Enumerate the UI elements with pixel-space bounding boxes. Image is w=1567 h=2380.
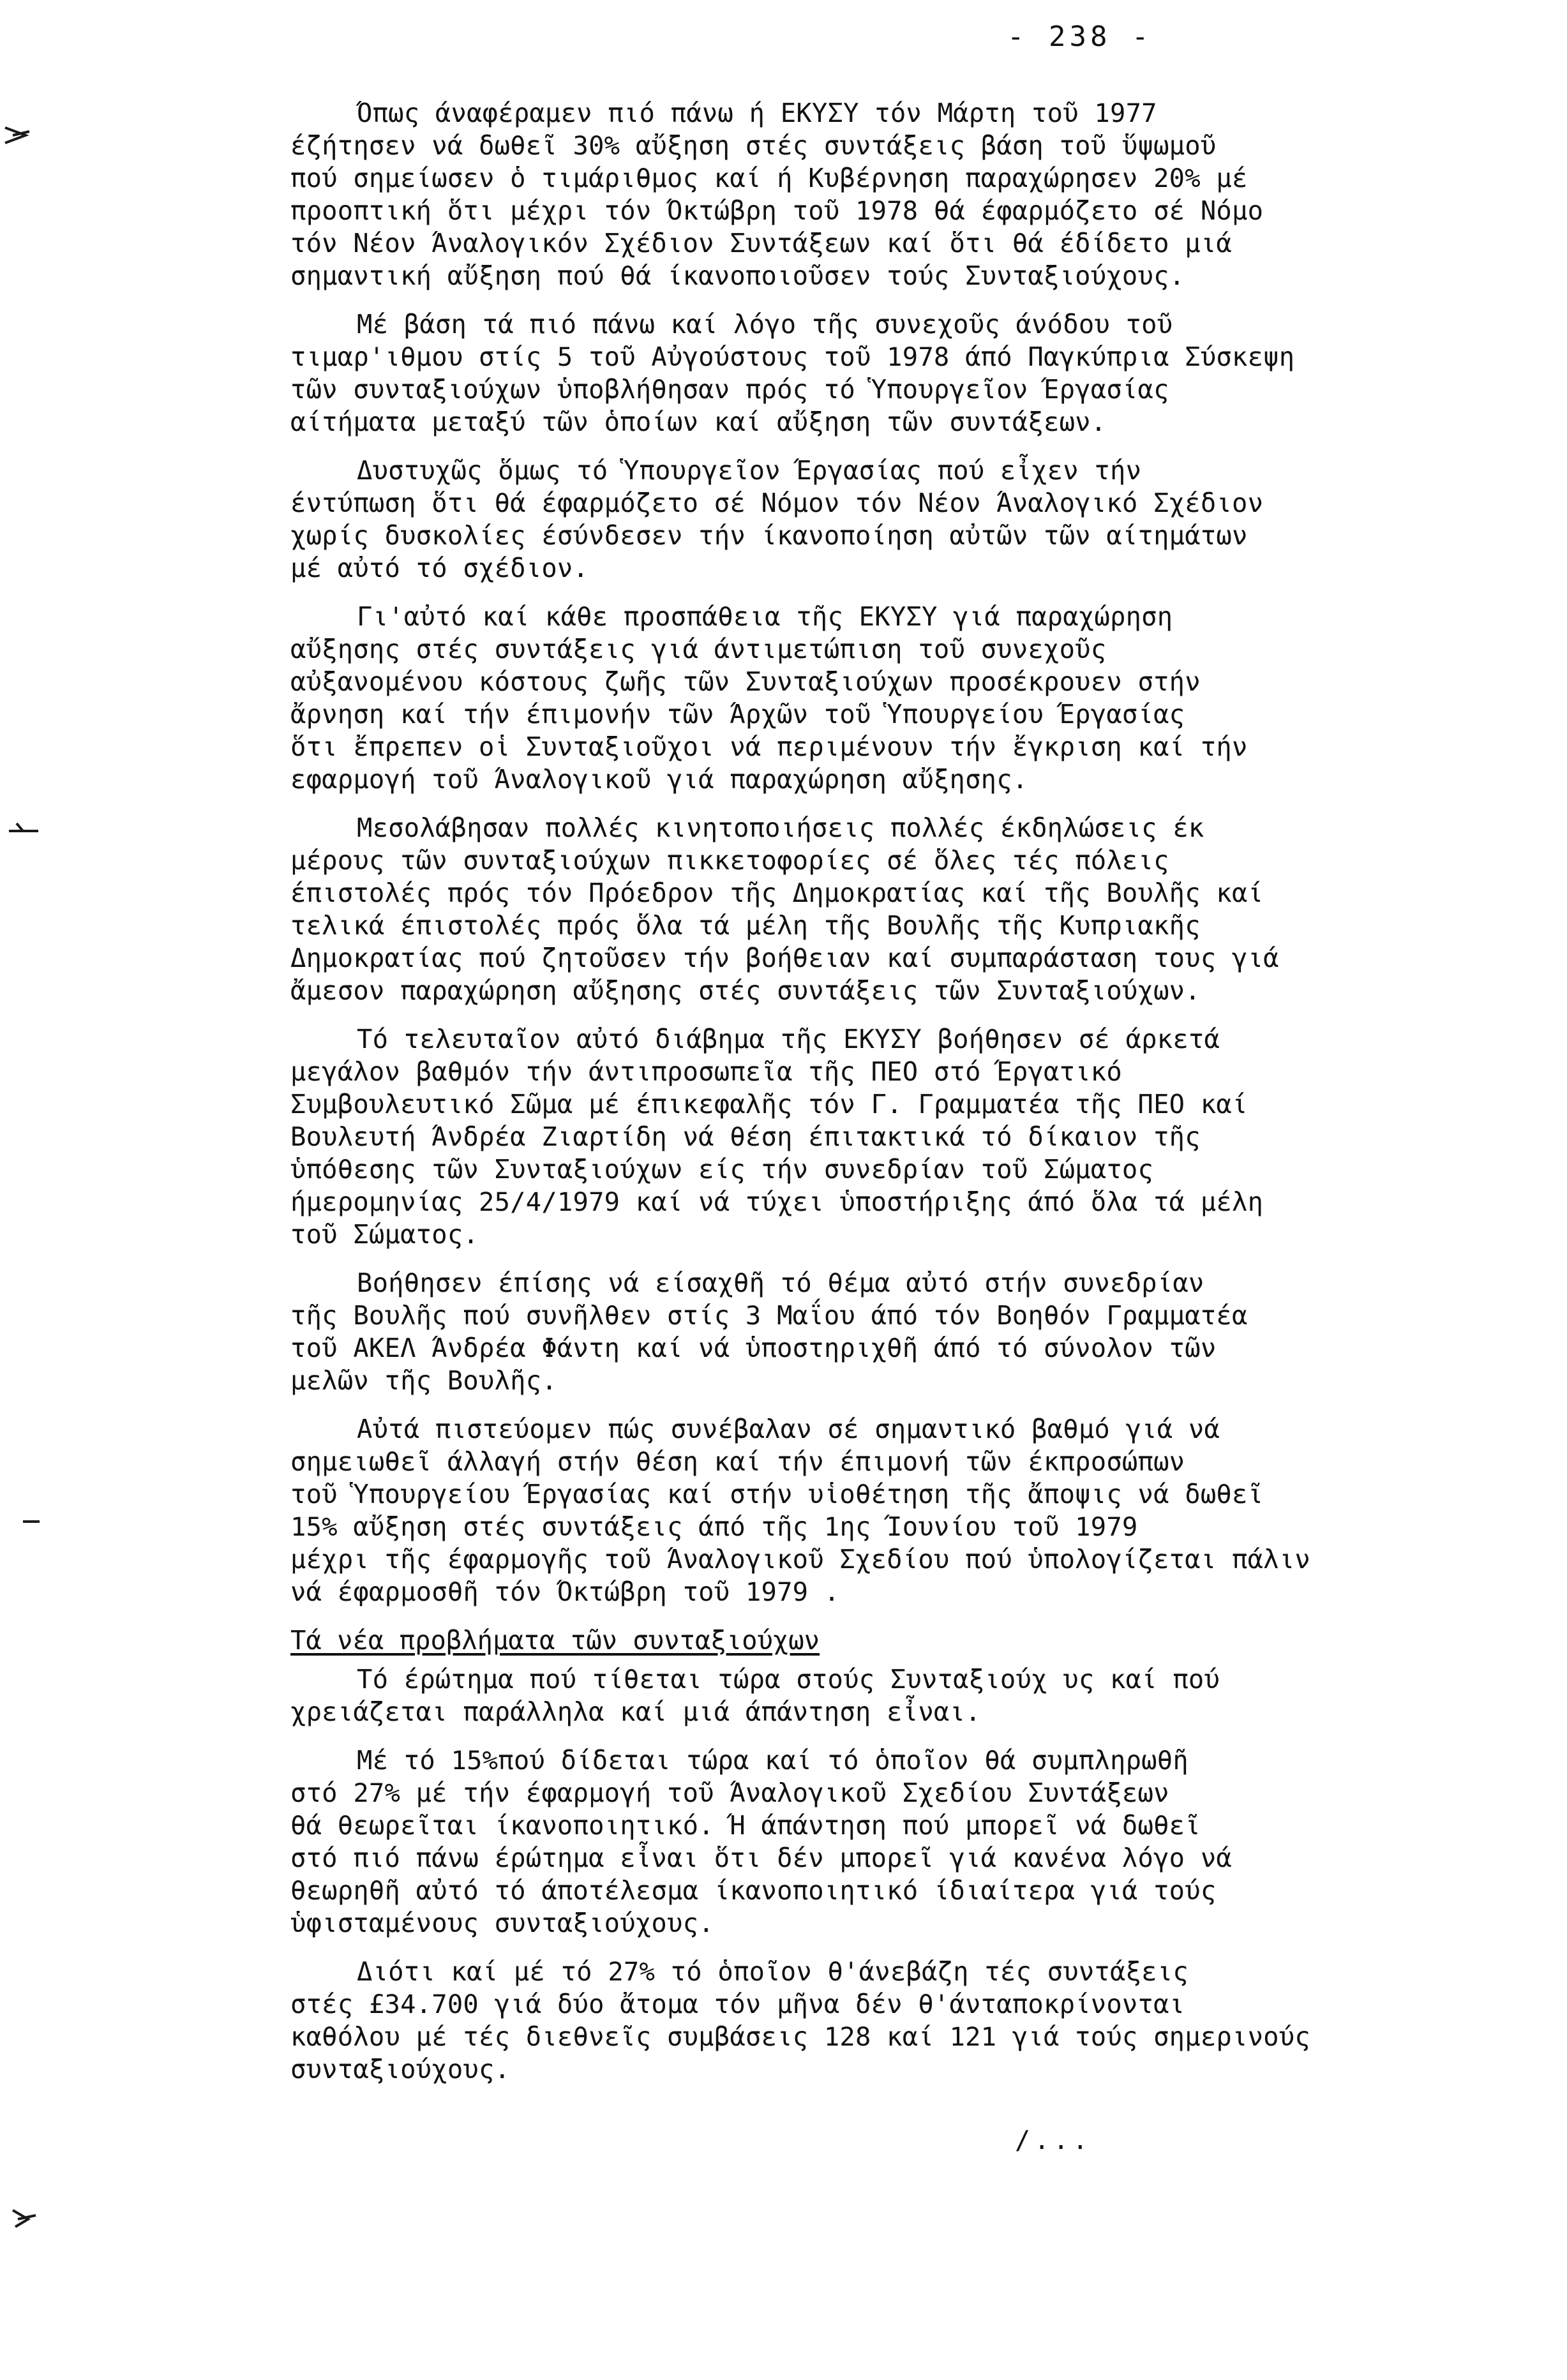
margin-tick-mark	[0, 2205, 45, 2231]
margin-tick-mark	[0, 121, 45, 147]
paragraph: Βοήθησεν έπίσης νά είσαχθῆ τό θέμα αὐτό στήν συνεδρίαν τῆς Βουλῆς πού συνῆλθεν στίς 3 Μαΐου άπό τόν Βοηθόν Γραμματέα τοῦ ΑΚΕΛ Άνδρέα Φάντη καί νά ὑποστηριχθῆ άπό τό σύνολον τῶν μελῶν τῆς Βουλῆς.	[290, 1268, 1248, 1396]
page-number: - 238 -	[1007, 20, 1153, 53]
paragraph: Διότι καί μέ τό 27% τό ὁποῖον θ'άνεβάζη τές συντάξεις στές £34.700 γιά δύο ἄτομα τόν μῆνα δέν θ'άνταποκρίνονται καθόλου μέ τές διεθνεῖς συμβάσεις 128 καί 121 γιά τούς σημερινούς συνταξιούχους.	[290, 1956, 1310, 2084]
paragraph: Μεσολάβησαν πολλές κινητοποιήσεις πολλές έκδηλώσεις έκ μέρους τῶν συνταξιούχων πικκετοφορίες σέ ὅλες τές πόλεις έπιστολές πρός τόν Πρόεδρον τῆς Δημοκρατίας καί τῆς Βουλῆς καί τελικά έπιστολές πρός ὅλα τά μέλη τῆς Βουλῆς τῆς Κυπριακῆς Δημοκρατίας πού ζητοῦσεν τήν βοήθειαν καί συμπαράσταση τους γιά ἄμεσον παραχώρηση αὔξησης στές συντάξεις τῶν Συνταξιούχων.	[290, 812, 1279, 1006]
paragraph: Τό τελευταῖον αὐτό διάβημα τῆς ΕΚΥΣΥ βοήθησεν σέ άρκετά μεγάλον βαθμόν τήν άντιπροσωπεῖα τῆς ΠΕΟ στό Έργατικό Συμβουλευτικό Σῶμα μέ έπικεφαλῆς τόν Γ. Γραμματέα τῆς ΠΕΟ καί Βουλευτή Άνδρέα Ζιαρτίδη νά θέση έπιτακτικά τό δίκαιον τῆς ὑπόθεσης τῶν Συνταξιούχων είς τήν συνεδρίαν τοῦ Σώματος ήμερομηνίας 25/4/1979 καί νά τύχει ὑποστήριξης άπό ὅλα τά μέλη τοῦ Σώματος.	[290, 1024, 1264, 1250]
paragraph: Δυστυχῶς ὅμως τό Ὑπουργεῖον Έργασίας πού εἶχεν τήν έντύπωση ὅτι θά έφαρμόζετο σέ Νόμον τόν Νέον Άναλογικό Σχέδιον χωρίς δυσκολίες έσύνδεσεν τήν ίκανοποίηση αὐτῶν τῶν αίτημάτων μέ αὐτό τό σχέδιον.	[290, 455, 1264, 583]
paragraph: Γι'αὐτό καί κάθε προσπάθεια τῆς ΕΚΥΣΥ γιά παραχώρηση αὔξησης στές συντάξεις γιά άντιμετώπιση τοῦ συνεχοῦς αὐξανομένου κόστους ζωῆς τῶν Συνταξιούχων προσέκρουεν στήν ἄρνηση καί τήν έπιμονήν τῶν Άρχῶν τοῦ Ὑπουργείου Έργασίας ὅτι ἔπρεπεν οἱ Συνταξιοῦχοι νά περιμένουν τήν ἔγκριση καί τήν εφαρμογή τοῦ Άναλογικοῦ γιά παραχώρηση αὔξησης.	[290, 601, 1248, 795]
continuation-mark: /...	[1015, 2126, 1092, 2155]
margin-tick-mark	[0, 1509, 45, 1534]
paragraph: Μέ τό 15%πού δίδεται τώρα καί τό ὁποῖον θά συμπληρωθῆ στό 27% μέ τήν έφαρμογή τοῦ Άναλογικοῦ Σχεδίου Συντάξεων θά θεωρεῖται ίκανοποιητικό. Ή άπάντηση πού μπορεῖ νά δωθεῖ στό πιό πάνω έρώτημα εἶναι ὅτι δέν μπορεῖ γιά κανένα λόγο νά θεωρηθῆ αὐτό τό άποτέλεσμα ίκανοποιητικό ίδιαίτερα γιά τούς ὑφισταμένους συνταξιούχους.	[290, 1745, 1232, 1938]
paragraph: Τό έρώτημα πού τίθεται τώρα στούς Συνταξιούχ υς καί πού χρειάζεται παράλληλα καί μιά άπάντηση εἶναι.	[290, 1664, 1220, 1727]
paragraph: Αὐτά πιστεύομεν πώς συνέβαλαν σέ σημαντικό βαθμό γιά νά σημειωθεῖ άλλαγή στήν θέση καί τήν έπιμονή τῶν έκπροσώπων τοῦ Ὑπουργείου Έργασίας καί στήν υἱοθέτηση τῆς ἄποψις νά δωθεῖ 15% αὔξηση στές συντάξεις άπό τῆς 1ης Ίουνίου τοῦ 1979 μέχρι τῆς έφαρμογῆς τοῦ Άναλογικοῦ Σχεδίου πού ὑπολογίζεται πάλιν νά έφαρμοσθῆ τόν Όκτώβρη τοῦ 1979 .	[290, 1414, 1310, 1607]
section-heading: Τά νέα προβλήματα τῶν συνταξιούχων	[290, 1625, 820, 1656]
paragraph: Όπως άναφέραμεν πιό πάνω ή ΕΚΥΣΥ τόν Μάρτη τοῦ 1977 έζήτησεν νά δωθεῖ 30% αὔξηση στές συντάξεις βάση τοῦ ὕψωμοῦ πού σημείωσεν ὁ τιμάριθμος καί ή Κυβέρνηση παραχώρησεν 20% μέ προοπτική ὅτι μέχρι τόν Όκτώβρη τοῦ 1978 θά έφαρμόζετο σέ Νόμο τόν Νέον Άναλογικόν Σχέδιον Συντάξεων καί ὅτι θά έδίδετο μιά σημαντική αὔξηση πού θά ίκανοποιοῦσεν τούς Συνταξιούχους.	[290, 98, 1264, 291]
paragraph: Μέ βάση τά πιό πάνω καί λόγο τῆς συνεχοῦς άνόδου τοῦ τιμαρ'ιθμου στίς 5 τοῦ Αὐγούστους τοῦ 1978 άπό Παγκύπρια Σύσκεψη τῶν συνταξιούχων ὑποβλήθησαν πρός τό Ὑπουργεῖον Έργασίας αίτήματα μεταξύ τῶν ὁποίων καί αὔξηση τῶν συντάξεων.	[290, 309, 1295, 437]
document-body	[290, 97, 1561, 2102]
margin-tick-mark	[0, 817, 45, 842]
